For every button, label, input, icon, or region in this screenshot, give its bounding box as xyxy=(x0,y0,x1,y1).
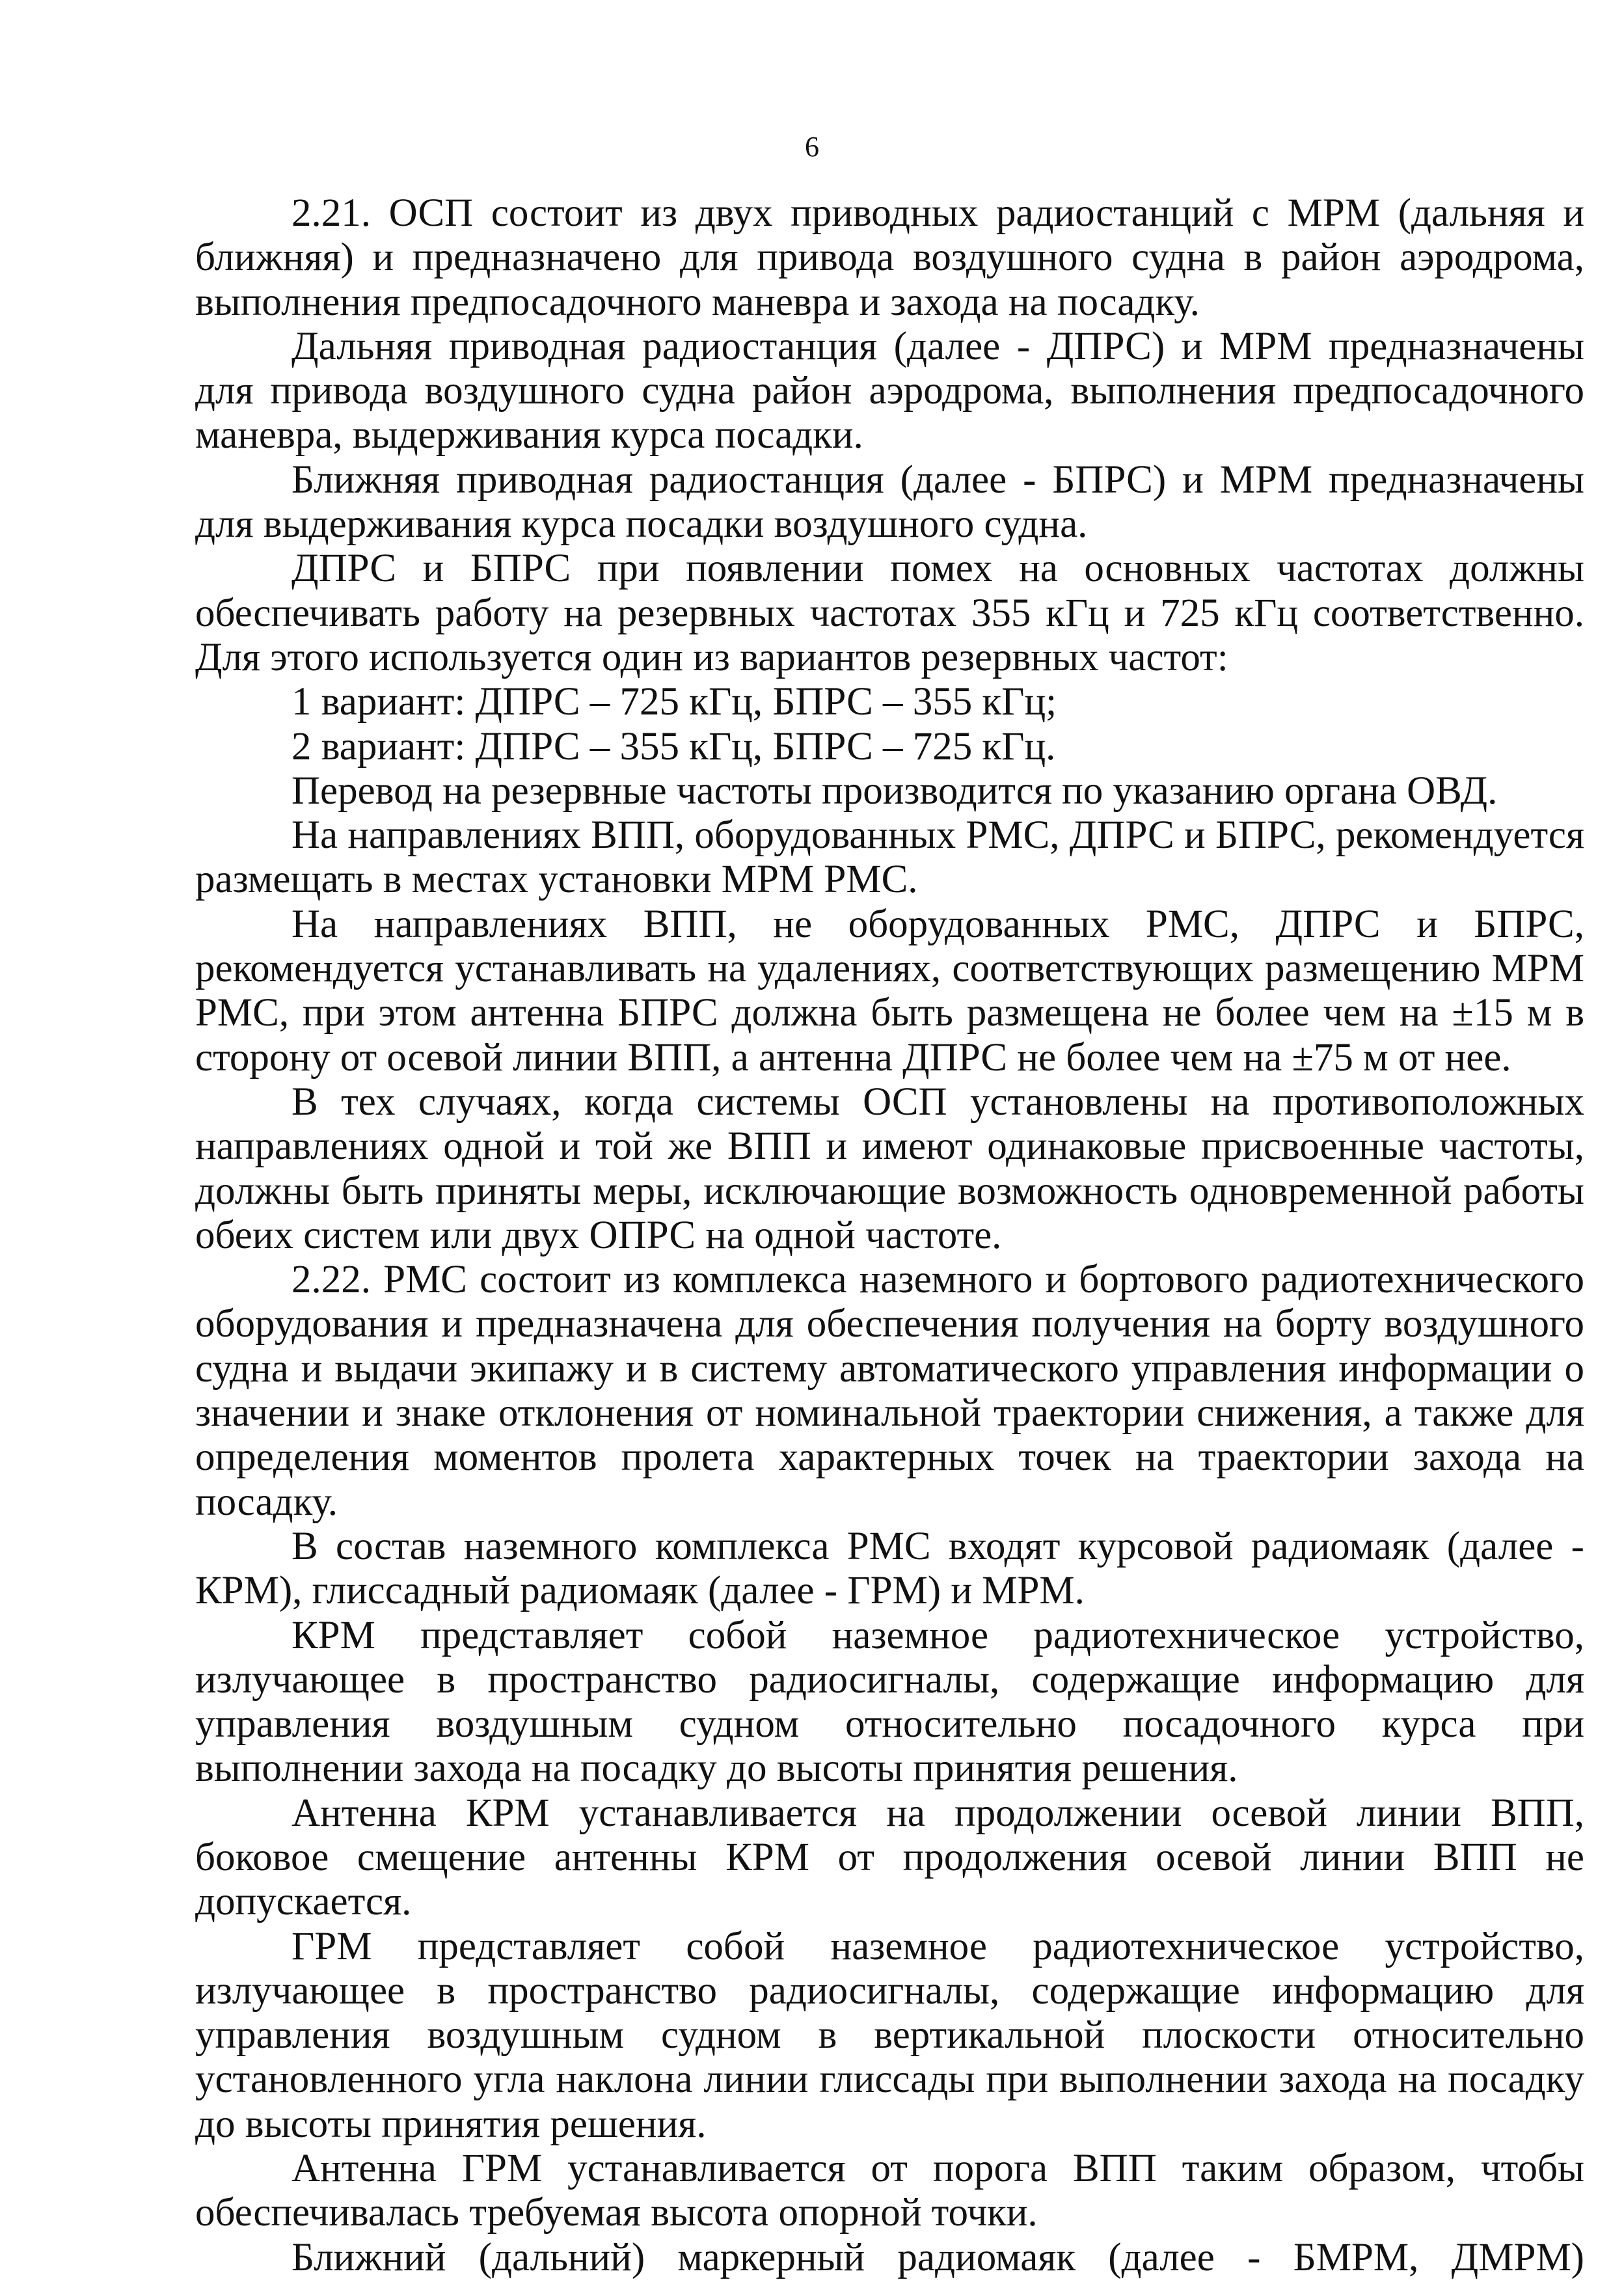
paragraph-opposite-directions: В тех случаях, когда системы ОСП установлены на противоположных направлениях одной и той же ВПП и имеют одинаковые присвоенные частоты, должны быть приняты меры, исключающие возможность одновременной работы обеих систем или двух ОПРС на одной частоте. xyxy=(195,1080,1584,1257)
paragraph-reserve-frequencies: ДПРС и БПРС при появлении помех на основных частотах должны обеспечивать работу на резервных частотах 355 кГц и 725 кГц соответственно. Для этого используется один из вариантов резервных частот: xyxy=(195,547,1584,679)
paragraph-grm-antenna: Антенна ГРМ устанавливается от порога ВПП таким образом, чтобы обеспечивалась требуемая высота опорной точки. xyxy=(195,2147,1584,2235)
paragraph-ovd-transfer: Перевод на резервные частоты производится по указанию органа ОВД. xyxy=(291,768,1498,813)
paragraph-2-22: 2.22. РМС состоит из комплекса наземного и бортового радиотехнического оборудования и предназначена для обеспечения получения на борту воздушного судна и выдачи экипажу и в систему автоматического управления информации о значении и знаке отклонения от номинальной траектории снижения, а также для определения моментов пролета характерных точек на траектории захода на посадку. xyxy=(195,1258,1584,1524)
paragraph-rms-equipped: На направлениях ВПП, оборудованных РМС, ДПРС и БПРС, рекомендуется размещать в местах установки МРМ РМС. xyxy=(195,813,1584,902)
document-body xyxy=(195,191,1584,2280)
paragraph-marker-beacon: Ближний (дальний) маркерный радиомаяк (далее - БМРМ, ДМРМ) xyxy=(291,2235,1584,2279)
paragraph-variant-1: 1 вариант: ДПРС – 725 кГц, БПРС – 355 кГц; xyxy=(291,680,1057,724)
paragraph-variant-2: 2 вариант: ДПРС – 355 кГц, БПРС – 725 кГц. xyxy=(291,724,1056,768)
paragraph-krm: КРМ представляет собой наземное радиотехническое устройство, излучающее в пространство радиосигналы, содержащие информацию для управления воздушным судном относительно посадочного курса при выполнении захода на посадку до высоты принятия решения. xyxy=(195,1613,1584,1791)
paragraph-grm: ГРМ представляет собой наземное радиотехническое устройство, излучающее в пространство радиосигналы, содержащие информацию для управления воздушным судном в вертикальной плоскости относительно установленного угла наклона линии глиссады при выполнении захода на посадку до высоты принятия решения. xyxy=(195,1924,1584,2146)
page-number: 6 xyxy=(805,131,819,163)
paragraph-rms-not-equipped: На направлениях ВПП, не оборудованных РМС, ДПРС и БПРС, рекомендуется устанавливать на удалениях, соответствующих размещению МРМ РМС, при этом антенна БПРС должна быть размещена не более чем на ±15 м в сторону от осевой линии ВПП, а антенна ДПРС не более чем на ±75 м от нее. xyxy=(195,902,1584,1080)
paragraph-rms-ground-complex: В состав наземного комплекса РМС входят курсовой радиомаяк (далее - КРМ), глиссадный радиомаяк (далее - ГРМ) и МРМ. xyxy=(195,1524,1584,1613)
paragraph-dprs: Дальняя приводная радиостанция (далее - ДПРС) и МРМ предназначены для привода воздушного судна район аэродрома, выполнения предпосадочного маневра, выдерживания курса посадки. xyxy=(195,324,1584,457)
paragraph-bprs: Ближняя приводная радиостанция (далее - БПРС) и МРМ предназначены для выдерживания курса посадки воздушного судна. xyxy=(195,457,1584,547)
paragraph-krm-antenna: Антенна КРМ устанавливается на продолжении осевой линии ВПП, боковое смещение антенны КРМ от продолжения осевой линии ВПП не допускается. xyxy=(195,1791,1584,1924)
paragraph-2-21: 2.21. ОСП состоит из двух приводных радиостанций с МРМ (дальняя и ближняя) и предназначено для привода воздушного судна в район аэродрома, выполнения предпосадочного маневра и захода на посадку. xyxy=(195,191,1584,324)
